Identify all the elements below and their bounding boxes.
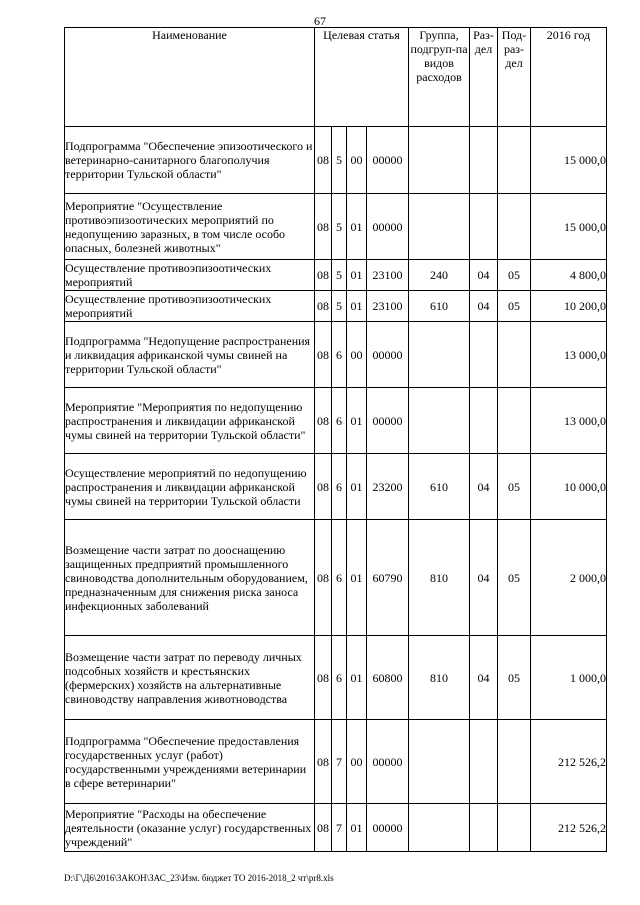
target-part-4: 23100 — [367, 260, 409, 291]
subsection-code: 05 — [498, 454, 531, 520]
amount-2016: 2 000,0 — [531, 520, 607, 636]
target-part-4: 23200 — [367, 454, 409, 520]
target-part-3: 01 — [347, 194, 367, 260]
target-part-1: 08 — [315, 291, 332, 322]
file-path-footer: D:\Г\Д6\2016\ЗАКОН\ЗАС_23\Изм. бюджет ТО 2016-2018_2 чт\pr8.xls — [64, 873, 334, 883]
row-name: Осуществление противоэпизоотических мероприятий — [65, 260, 315, 291]
section-code — [470, 804, 498, 852]
target-part-1: 08 — [315, 520, 332, 636]
subsection-code: 05 — [498, 291, 531, 322]
target-part-1: 08 — [315, 322, 332, 388]
subsection-code — [498, 194, 531, 260]
group-code — [409, 388, 470, 454]
section-code: 04 — [470, 520, 498, 636]
amount-2016: 10 200,0 — [531, 291, 607, 322]
row-name: Возмещение части затрат по переводу личных подсобных хозяйств и крестьянских (фермерских) хозяйств на альтернативные свиноводству направления животноводства — [65, 636, 315, 720]
row-name: Мероприятие "Осуществление противоэпизоотических мероприятий по недопущению заразных, в том числе особо опасных, болезней животных" — [65, 194, 315, 260]
section-code: 04 — [470, 260, 498, 291]
section-code — [470, 194, 498, 260]
section-code — [470, 388, 498, 454]
target-part-2: 5 — [332, 194, 347, 260]
group-code — [409, 194, 470, 260]
target-part-4: 00000 — [367, 804, 409, 852]
row-name: Осуществление противоэпизоотических мероприятий — [65, 291, 315, 322]
header-target: Целевая статья — [315, 28, 409, 127]
group-code — [409, 322, 470, 388]
target-part-4: 00000 — [367, 720, 409, 804]
table-row — [65, 720, 607, 804]
target-part-4: 00000 — [367, 322, 409, 388]
amount-2016: 15 000,0 — [531, 194, 607, 260]
header-name: Наименование — [65, 28, 315, 127]
target-part-4: 00000 — [367, 194, 409, 260]
subsection-code — [498, 322, 531, 388]
page-number: 67 — [314, 14, 326, 28]
target-part-3: 01 — [347, 260, 367, 291]
target-part-2: 7 — [332, 804, 347, 852]
target-part-4: 60800 — [367, 636, 409, 720]
target-part-1: 08 — [315, 454, 332, 520]
row-name: Осуществление мероприятий по недопущению распространения и ликвидации африканской чумы свиней на территории Тульской области — [65, 454, 315, 520]
target-part-4: 23100 — [367, 291, 409, 322]
header-subsection: Под-раз-дел — [498, 28, 531, 127]
subsection-code: 05 — [498, 260, 531, 291]
subsection-code — [498, 804, 531, 852]
subsection-code — [498, 720, 531, 804]
target-part-2: 5 — [332, 127, 347, 194]
section-code — [470, 322, 498, 388]
subsection-code: 05 — [498, 520, 531, 636]
group-code: 610 — [409, 291, 470, 322]
amount-2016: 212 526,2 — [531, 804, 607, 852]
table-row — [65, 454, 607, 520]
target-part-2: 6 — [332, 388, 347, 454]
table-row — [65, 636, 607, 720]
row-name: Подпрограмма "Обеспечение эпизоотического и ветеринарно-санитарного благополучия территории Тульской области" — [65, 127, 315, 194]
subsection-code — [498, 127, 531, 194]
group-code — [409, 804, 470, 852]
target-part-2: 5 — [332, 260, 347, 291]
table-row — [65, 388, 607, 454]
target-part-2: 6 — [332, 454, 347, 520]
target-part-4: 60790 — [367, 520, 409, 636]
target-part-3: 00 — [347, 322, 367, 388]
target-part-1: 08 — [315, 388, 332, 454]
subsection-code — [498, 388, 531, 454]
target-part-4: 00000 — [367, 127, 409, 194]
target-part-2: 6 — [332, 322, 347, 388]
target-part-3: 01 — [347, 388, 367, 454]
row-name: Мероприятие "Расходы на обеспечение деятельности (оказание услуг) государственных учреждений" — [65, 804, 315, 852]
table-row — [65, 804, 607, 852]
row-name: Подпрограмма "Обеспечение предоставления государственных услуг (работ) государственными учреждениями ветеринарии в сфере ветеринарии" — [65, 720, 315, 804]
header-section: Раз-дел — [470, 28, 498, 127]
amount-2016: 4 800,0 — [531, 260, 607, 291]
group-code: 240 — [409, 260, 470, 291]
target-part-2: 5 — [332, 291, 347, 322]
subsection-code: 05 — [498, 636, 531, 720]
target-part-3: 01 — [347, 636, 367, 720]
target-part-4: 00000 — [367, 388, 409, 454]
header-group: Группа, подгруп-па видов расходов — [409, 28, 470, 127]
row-name: Подпрограмма "Недопущение распространения и ликвидация африканской чумы свиней на территории Тульской области" — [65, 322, 315, 388]
target-part-3: 01 — [347, 291, 367, 322]
header-row — [65, 28, 607, 127]
table-row — [65, 260, 607, 291]
target-part-1: 08 — [315, 260, 332, 291]
group-code: 810 — [409, 636, 470, 720]
group-code — [409, 127, 470, 194]
target-part-3: 01 — [347, 520, 367, 636]
target-part-1: 08 — [315, 194, 332, 260]
section-code: 04 — [470, 636, 498, 720]
amount-2016: 10 000,0 — [531, 454, 607, 520]
table-row — [65, 127, 607, 194]
target-part-1: 08 — [315, 720, 332, 804]
table-row — [65, 322, 607, 388]
amount-2016: 1 000,0 — [531, 636, 607, 720]
amount-2016: 15 000,0 — [531, 127, 607, 194]
row-name: Мероприятие "Мероприятия по недопущению распространения и ликвидации африканской чумы свиней на территории Тульской области" — [65, 388, 315, 454]
target-part-2: 7 — [332, 720, 347, 804]
row-name: Возмещение части затрат по дооснащению защищенных предприятий промышленного свиноводства дополнительным оборудованием, предназначенным для снижения риска заноса инфекционных заболеваний — [65, 520, 315, 636]
section-code: 04 — [470, 454, 498, 520]
section-code: 04 — [470, 291, 498, 322]
target-part-3: 00 — [347, 720, 367, 804]
target-part-3: 00 — [347, 127, 367, 194]
amount-2016: 212 526,2 — [531, 720, 607, 804]
target-part-3: 01 — [347, 454, 367, 520]
group-code — [409, 720, 470, 804]
table-row — [65, 194, 607, 260]
group-code: 810 — [409, 520, 470, 636]
section-code — [470, 127, 498, 194]
target-part-2: 6 — [332, 520, 347, 636]
table-row — [65, 520, 607, 636]
target-part-2: 6 — [332, 636, 347, 720]
target-part-1: 08 — [315, 804, 332, 852]
budget-table — [64, 27, 607, 852]
table-row — [65, 291, 607, 322]
target-part-1: 08 — [315, 636, 332, 720]
amount-2016: 13 000,0 — [531, 322, 607, 388]
group-code: 610 — [409, 454, 470, 520]
target-part-1: 08 — [315, 127, 332, 194]
section-code — [470, 720, 498, 804]
target-part-3: 01 — [347, 804, 367, 852]
header-year: 2016 год — [531, 28, 607, 127]
amount-2016: 13 000,0 — [531, 388, 607, 454]
